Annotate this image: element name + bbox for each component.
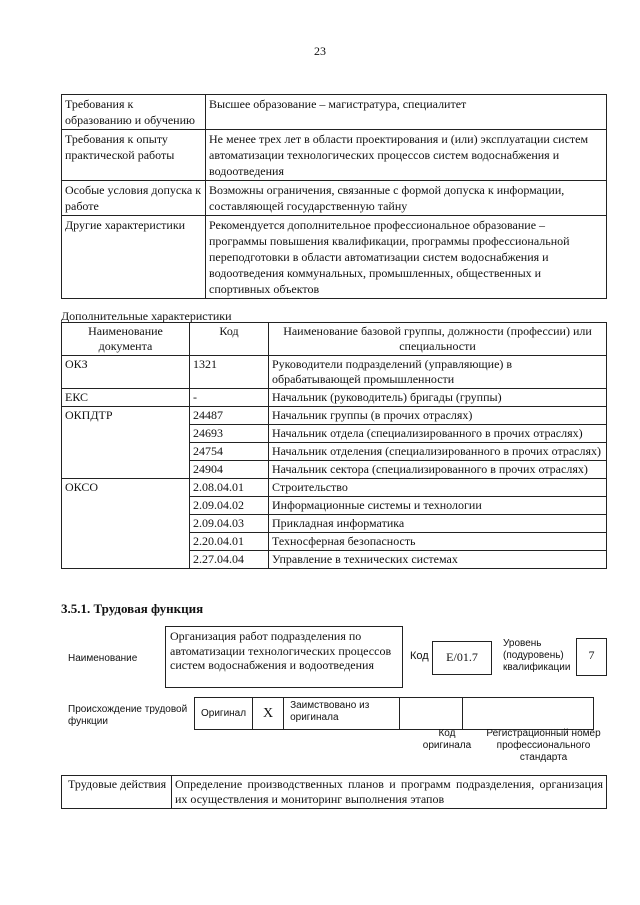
section-title: 3.5.1. Трудовая функция <box>61 601 204 616</box>
document-name: ОКЗ <box>62 356 190 389</box>
code-cell: 2.09.04.02 <box>190 497 269 515</box>
function-name-value: Организация работ подразделения по автоматизации технологических процессов систем водоснабжения и водоотведения <box>165 626 403 688</box>
code-cell: 2.09.04.03 <box>190 515 269 533</box>
table-header-row <box>62 323 607 356</box>
table-row <box>62 130 607 181</box>
name-cell: Начальник отделения (специализированного в прочих отраслях) <box>269 443 607 461</box>
requirement-label: Требования к опыту практической работы <box>62 130 206 181</box>
column-header-document: Наименование документа <box>62 323 190 356</box>
name-cell: Информационные системы и технологии <box>269 497 607 515</box>
column-header-code: Код <box>190 323 269 356</box>
code-cell: 24754 <box>190 443 269 461</box>
requirement-value: Не менее трех лет в области проектирования и (или) эксплуатации систем автоматизации технологических процессов систем водоснабжения и водоотведения <box>206 130 607 181</box>
labor-actions-label: Трудовые действия <box>62 776 172 809</box>
name-cell: Начальник (руководитель) бригады (группы) <box>269 389 607 407</box>
table-row <box>62 776 607 809</box>
qualification-level-label: Уровень (подуровень) квалификации <box>503 638 571 673</box>
document-name: ЕКС <box>62 389 190 407</box>
table-row <box>62 181 607 216</box>
origin-label: Происхождение трудовой функции <box>68 704 188 727</box>
requirement-value: Возможны ограничения, связанные с формой допуска к информации, составляющей государственную тайну <box>206 181 607 216</box>
original-code-caption: Код оригинала <box>422 728 472 751</box>
requirement-label: Требования к образованию и обучению <box>62 95 206 130</box>
function-name-label: Наименование <box>68 653 138 664</box>
original-mark: X <box>253 698 284 730</box>
document-name: ОКПДТР <box>62 407 190 479</box>
code-cell: 24693 <box>190 425 269 443</box>
original-code-cell <box>400 698 463 730</box>
code-cell: 1321 <box>190 356 269 389</box>
name-cell: Начальник группы (в прочих отраслях) <box>269 407 607 425</box>
table-row <box>62 479 607 497</box>
labor-actions-table <box>61 775 607 809</box>
original-label: Оригинал <box>195 698 253 730</box>
document-name: ОКСО <box>62 479 190 569</box>
name-cell: Строительство <box>269 479 607 497</box>
requirement-value: Рекомендуется дополнительное профессиональное образование – программы повышения квалификации, программы профессиональной переподготовки в области автоматизации систем водоснабжения и водоотведения коммунальных, промышленных, общественных и спортивных объектов <box>206 216 607 299</box>
function-code-label: Код <box>410 650 429 662</box>
registration-number-cell <box>463 698 594 730</box>
table-row <box>62 356 607 389</box>
name-cell: Начальник сектора (специализированного в прочих отраслях) <box>269 461 607 479</box>
requirement-label: Особые условия допуска к работе <box>62 181 206 216</box>
extra-characteristics-caption: Дополнительные характеристики <box>61 309 232 323</box>
code-cell: 24487 <box>190 407 269 425</box>
table-row <box>62 216 607 299</box>
column-header-name: Наименование базовой группы, должности (профессии) или специальности <box>269 323 607 356</box>
table-row <box>62 407 607 425</box>
registration-number-caption: Регистрационный номер профессионального стандарта <box>486 728 601 763</box>
name-cell: Начальник отдела (специализированного в прочих отраслях) <box>269 425 607 443</box>
table-row <box>195 698 594 730</box>
extra-characteristics-table <box>61 322 607 569</box>
table-row <box>62 389 607 407</box>
requirement-label: Другие характеристики <box>62 216 206 299</box>
code-cell: - <box>190 389 269 407</box>
name-cell: Управление в технических системах <box>269 551 607 569</box>
origin-table <box>194 697 594 730</box>
function-code-value: E/01.7 <box>432 641 492 675</box>
qualification-level-value: 7 <box>576 638 607 676</box>
borrowed-label: Заимствовано из оригинала <box>284 698 400 730</box>
labor-actions-value: Определение производственных планов и программ подразделения, организация их осуществления и мониторинг выполнения этапов <box>172 776 607 809</box>
name-cell: Техносферная безопасность <box>269 533 607 551</box>
requirement-value: Высшее образование – магистратура, специалитет <box>206 95 607 130</box>
page-number: 23 <box>314 44 326 58</box>
name-cell: Прикладная информатика <box>269 515 607 533</box>
name-cell: Руководители подразделений (управляющие) в обрабатывающей промышленности <box>269 356 607 389</box>
code-cell: 2.27.04.04 <box>190 551 269 569</box>
code-cell: 2.20.04.01 <box>190 533 269 551</box>
requirements-table <box>61 94 607 299</box>
table-row <box>62 95 607 130</box>
code-cell: 2.08.04.01 <box>190 479 269 497</box>
code-cell: 24904 <box>190 461 269 479</box>
